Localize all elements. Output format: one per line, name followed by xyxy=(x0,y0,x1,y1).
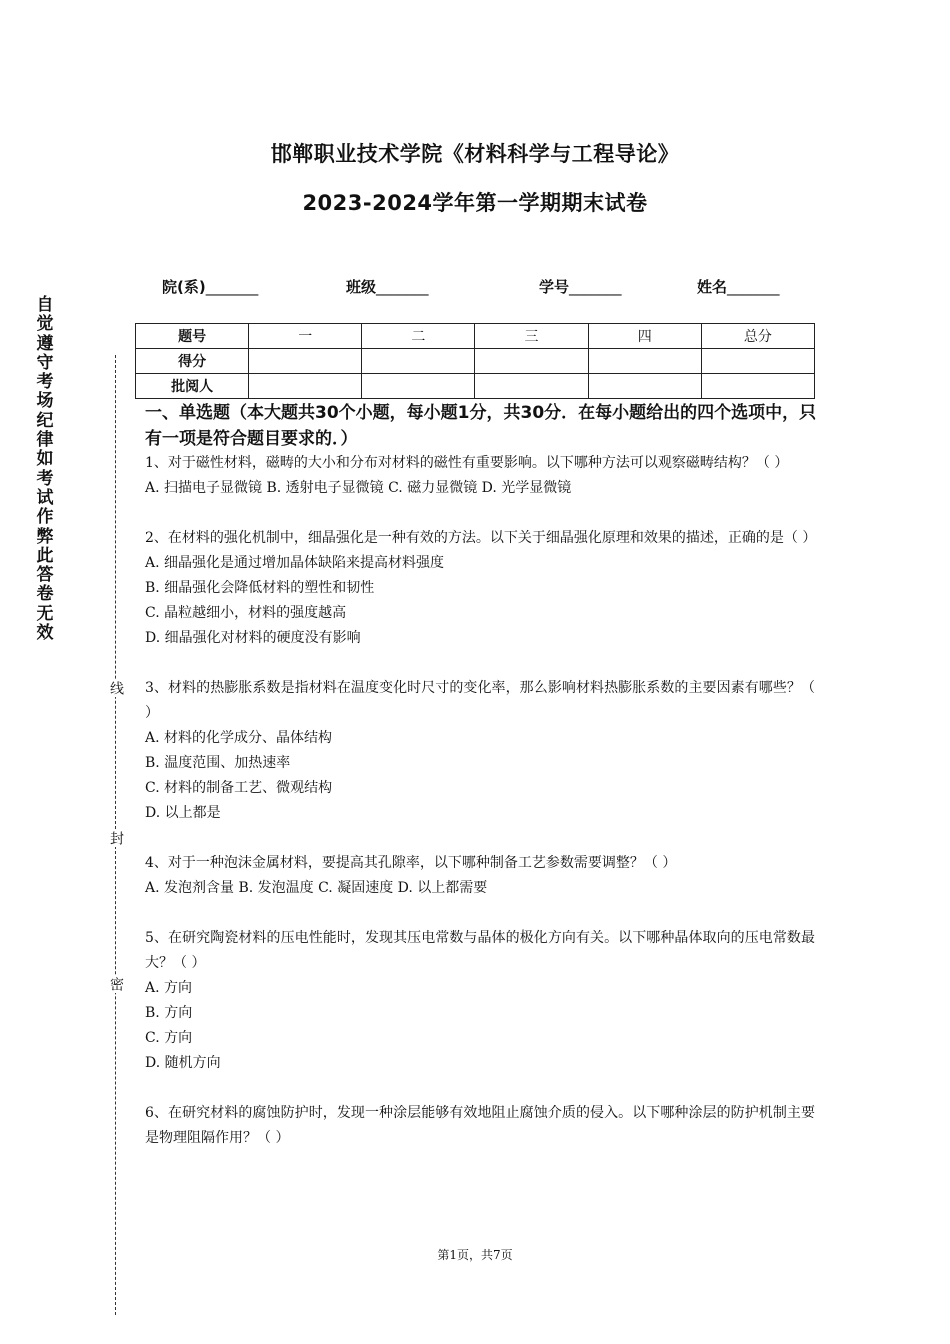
header-cell: 三 xyxy=(475,324,588,349)
score-cell xyxy=(588,349,701,374)
score-table xyxy=(135,323,815,399)
question-5 xyxy=(145,926,815,1076)
department-blank: _______ xyxy=(205,278,259,296)
department-label: 院(系) xyxy=(162,278,206,296)
option-a: A. 细晶强化是通过增加晶体缺陷来提高材料强度 xyxy=(145,555,445,571)
class-field xyxy=(346,276,429,297)
option-c: C. 晶粒越细小，材料的强度越高 xyxy=(145,605,347,621)
student-id-label: 学号 xyxy=(539,278,570,296)
sidebar-warning-char: 如 xyxy=(36,449,54,470)
name-label: 姓名 xyxy=(697,278,728,296)
score-cell xyxy=(362,349,475,374)
question-6 xyxy=(145,1101,815,1151)
sidebar-warning-char: 考 xyxy=(36,468,54,489)
department-field xyxy=(162,276,258,297)
sidebar-warning-char: 此 xyxy=(36,545,54,566)
header-cell: 总分 xyxy=(701,324,814,349)
cut-mark-seal: 封 xyxy=(108,831,124,845)
exam-title-line1: 邯郸职业技术学院《材料科学与工程导论》 xyxy=(270,142,680,166)
page-number: 第1页，共7页 xyxy=(437,1248,513,1262)
score-cell xyxy=(475,349,588,374)
sidebar-warning-char: 考 xyxy=(36,372,54,393)
student-id-blank: _______ xyxy=(569,278,622,296)
score-cell xyxy=(249,349,362,374)
sidebar-warning-char: 作 xyxy=(36,507,54,528)
cut-mark-secret: 密 xyxy=(108,977,124,991)
option-a: A. 方向 xyxy=(145,980,193,996)
option-d: D. 细晶强化对材料的硬度没有影响 xyxy=(145,630,361,646)
score-row xyxy=(136,349,815,374)
sidebar-warning-char: 答 xyxy=(36,565,54,586)
question-stem: 1、对于磁性材料，磁畴的大小和分布对材料的磁性有重要影响。以下哪种方法可以观察磁畴结构？（ ） xyxy=(145,455,789,471)
option-a: A. 材料的化学成分、晶体结构 xyxy=(145,730,333,746)
question-1 xyxy=(145,451,815,501)
sidebar-warning xyxy=(34,296,56,643)
option-d: D. 以上都是 xyxy=(145,805,221,821)
option-b: B. 温度范围、加热速率 xyxy=(145,755,291,771)
option-d: D. 随机方向 xyxy=(145,1055,221,1071)
sidebar-warning-char: 自 xyxy=(36,295,54,315)
sidebar-warning-char: 卷 xyxy=(36,584,54,605)
question-stem: 5、在研究陶瓷材料的压电性能时，发现其压电常数与晶体的极化方向有关。以下哪种晶体取向的压电常数最大？（ ） xyxy=(145,930,815,971)
grader-cell xyxy=(362,374,475,399)
student-id-field xyxy=(539,276,622,297)
grader-cell xyxy=(588,374,701,399)
question-stem: 2、在材料的强化机制中，细晶强化是一种有效的方法。以下关于细晶强化原理和效果的描述，正确的是（ ） xyxy=(145,530,817,546)
grader-row xyxy=(136,374,815,399)
score-table-header-row xyxy=(136,324,815,349)
header-cell: 一 xyxy=(249,324,362,349)
sidebar-warning-char: 无 xyxy=(36,603,54,624)
class-label: 班级 xyxy=(346,278,377,296)
question-stem: 3、材料的热膨胀系数是指材料在温度变化时尺寸的变化率，那么影响材料热膨胀系数的主要因素有哪些？（ ） xyxy=(145,680,815,721)
question-options: A. 扫描电子显微镜 B. 透射电子显微镜 C. 磁力显微镜 D. 光学显微镜 xyxy=(145,480,572,496)
name-field xyxy=(697,276,780,297)
section-heading: 一、单选题（本大题共30个小题，每小题1分，共30分．在每小题给出的四个选项中，只有一项是符合题目要求的．） xyxy=(145,403,817,449)
header-cell: 四 xyxy=(588,324,701,349)
question-4 xyxy=(145,851,815,901)
sidebar-warning-char: 效 xyxy=(36,623,54,644)
sidebar-warning-char: 遵 xyxy=(36,333,54,354)
option-c: C. 材料的制备工艺、微观结构 xyxy=(145,780,333,796)
option-b: B. 细晶强化会降低材料的塑性和韧性 xyxy=(145,580,375,596)
grader-cell xyxy=(701,374,814,399)
score-cell xyxy=(701,349,814,374)
class-blank: _______ xyxy=(376,278,429,296)
question-stem: 4、对于一种泡沫金属材料，要提高其孔隙率，以下哪种制备工艺参数需要调整？（ ） xyxy=(145,855,677,871)
question-options: A. 发泡剂含量 B. 发泡温度 C. 凝固速度 D. 以上都需要 xyxy=(145,880,488,896)
sidebar-warning-char: 试 xyxy=(36,487,54,508)
sidebar-warning-char: 觉 xyxy=(36,314,54,335)
exam-title-line2: 2023-2024学年第一学期期末试卷 xyxy=(302,191,648,215)
question-list xyxy=(145,451,815,1176)
cut-mark-line: 线 xyxy=(108,681,124,695)
name-blank: _______ xyxy=(727,278,780,296)
header-cell: 题号 xyxy=(136,324,249,349)
grader-cell xyxy=(249,374,362,399)
sidebar-warning-char: 纪 xyxy=(36,410,54,431)
option-b: B. 方向 xyxy=(145,1005,193,1021)
sidebar-warning-char: 律 xyxy=(36,430,54,451)
sidebar-warning-char: 弊 xyxy=(36,526,54,547)
header-cell: 二 xyxy=(362,324,475,349)
option-c: C. 方向 xyxy=(145,1030,193,1046)
question-3 xyxy=(145,676,815,826)
sidebar-warning-char: 守 xyxy=(36,352,54,373)
score-row-label: 得分 xyxy=(136,349,249,374)
sidebar-warning-char: 场 xyxy=(36,391,54,412)
grader-cell xyxy=(475,374,588,399)
question-stem: 6、在研究材料的腐蚀防护时，发现一种涂层能够有效地阻止腐蚀介质的侵入。以下哪种涂层的防护机制主要是物理阻隔作用？（ ） xyxy=(145,1105,815,1146)
question-2 xyxy=(145,526,815,651)
grader-row-label: 批阅人 xyxy=(136,374,249,399)
